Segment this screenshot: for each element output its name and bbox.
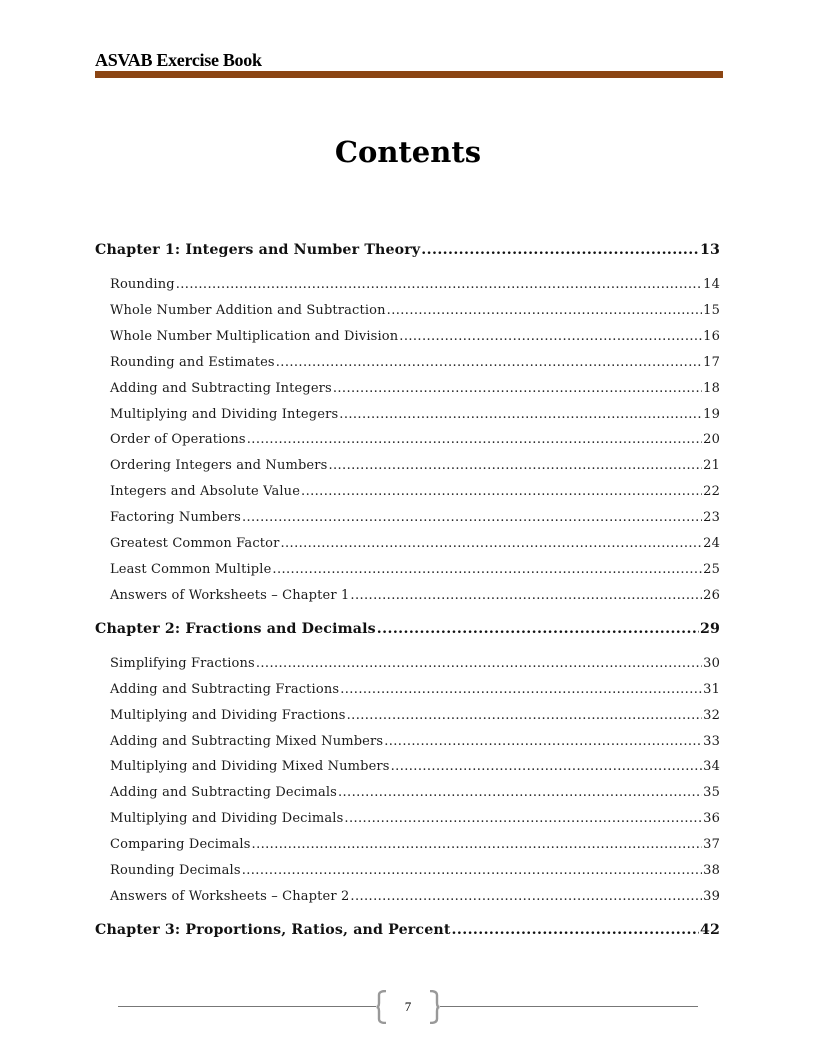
toc-page-number: 30 (703, 655, 720, 671)
toc-entry (95, 734, 720, 749)
toc-page-number: 29 (699, 620, 720, 637)
toc-entry (95, 381, 720, 396)
toc-label: Rounding (110, 277, 175, 292)
toc-page-number: 25 (703, 561, 720, 577)
toc-label: Order of Operations (110, 432, 246, 448)
toc-dot-leader (347, 708, 703, 723)
toc-entry (95, 536, 720, 551)
toc-dot-leader (252, 837, 703, 852)
toc-label: Whole Number Multiplication and Division (110, 328, 399, 344)
toc-label: Multiplying and Dividing Decimals (110, 811, 344, 827)
toc-label: Greatest Common Factor (110, 536, 280, 551)
toc-page-number: 36 (703, 811, 720, 827)
toc-page-number: 24 (703, 536, 720, 551)
toc-dot-leader (338, 785, 702, 800)
toc-entry (95, 656, 720, 671)
toc-label: Rounding and Estimates (110, 354, 275, 370)
toc-page-number: 17 (703, 354, 720, 370)
toc-page-number: 33 (703, 733, 720, 749)
toc-entry (95, 355, 720, 370)
toc-page-number: 21 (703, 458, 720, 474)
toc-page-number: 22 (703, 484, 720, 500)
toc-label: Answers of Worksheets – Chapter 1 (110, 587, 350, 603)
toc-dot-leader (247, 432, 702, 447)
toc-page-number: 15 (703, 302, 720, 318)
toc-label: Whole Number Addition and Subtraction (110, 302, 386, 318)
toc-chapter-heading (95, 922, 720, 938)
toc-dot-leader (387, 303, 702, 318)
toc-page-number: 34 (703, 759, 720, 775)
toc-dot-leader (276, 355, 702, 370)
toc-entry (95, 407, 720, 422)
toc-entry (95, 811, 720, 826)
toc-page-number: 26 (703, 587, 720, 603)
toc-label: Simplifying Fractions (110, 655, 255, 671)
toc-dot-leader (256, 656, 702, 671)
toc-label: Multiplying and Dividing Integers (110, 406, 339, 422)
header-rule (95, 71, 723, 78)
toc-dot-leader (272, 562, 702, 577)
toc-page-number: 13 (699, 242, 720, 258)
toc-dot-leader (280, 536, 702, 551)
toc-label: Least Common Multiple (110, 561, 272, 577)
running-header-title: ASVAB Exercise Book (95, 50, 262, 70)
toc-entry (95, 303, 720, 318)
toc-entry (95, 458, 720, 473)
toc-page-number: 18 (703, 380, 720, 396)
toc-entry (95, 889, 720, 904)
toc-dot-leader (176, 277, 702, 292)
left-brace-icon (376, 990, 388, 1024)
toc-entry (95, 708, 720, 723)
toc-chapter-heading (95, 621, 720, 637)
toc-label: Adding and Subtracting Fractions (110, 681, 340, 697)
toc-dot-leader (340, 682, 702, 697)
toc-entry (95, 863, 720, 878)
toc-label: Multiplying and Dividing Mixed Numbers (110, 759, 390, 775)
footer-rule-left (118, 1006, 376, 1007)
toc-dot-leader (328, 458, 702, 473)
toc-entry (95, 277, 720, 292)
right-brace-icon (428, 990, 440, 1024)
toc-label: Integers and Absolute Value (110, 484, 301, 500)
toc-page-number: 20 (703, 432, 720, 448)
toc-label: Adding and Subtracting Decimals (110, 785, 337, 801)
toc-page-number: 37 (703, 837, 720, 853)
toc-page-number: 14 (703, 277, 720, 292)
toc-label: Rounding Decimals (110, 863, 241, 878)
toc-entry (95, 785, 720, 800)
toc-dot-leader (399, 329, 702, 344)
toc-dot-leader (377, 621, 699, 637)
toc-chapter-heading (95, 242, 720, 258)
toc-dot-leader (452, 922, 699, 938)
toc-dot-leader (350, 588, 702, 603)
toc-label: Chapter 2: Fractions and Decimals (95, 620, 376, 637)
toc-entry (95, 682, 720, 697)
toc-entry (95, 510, 720, 525)
toc-entry (95, 837, 720, 852)
page-title: Contents (334, 135, 482, 169)
toc-dot-leader (301, 484, 702, 499)
toc-page-number: 35 (703, 785, 720, 801)
toc-label: Answers of Worksheets – Chapter 2 (110, 888, 350, 904)
toc-page-number: 19 (703, 406, 720, 422)
toc-label: Chapter 1: Integers and Number Theory (95, 242, 421, 258)
toc-label: Factoring Numbers (110, 510, 241, 526)
toc-dot-leader (350, 889, 702, 904)
toc-entry (95, 588, 720, 603)
toc-page-number: 39 (703, 888, 720, 904)
toc-label: Adding and Subtracting Mixed Numbers (110, 733, 384, 749)
toc-entry (95, 432, 720, 447)
toc-entry (95, 759, 720, 774)
toc-page-number: 23 (703, 510, 720, 526)
toc-page-number: 38 (703, 863, 720, 878)
toc-dot-leader (391, 759, 703, 774)
toc-page-number: 31 (703, 681, 720, 697)
toc-dot-leader (344, 811, 702, 826)
toc-label: Comparing Decimals (110, 837, 251, 853)
toc-entry (95, 562, 720, 577)
toc-entry (95, 484, 720, 499)
footer-rule-right (440, 1006, 698, 1007)
toc-dot-leader (333, 381, 702, 396)
toc-label: Multiplying and Dividing Fractions (110, 707, 346, 723)
toc-dot-leader (339, 407, 702, 422)
toc-entry (95, 329, 720, 344)
toc-dot-leader (242, 863, 702, 878)
page-number: 7 (404, 999, 412, 1014)
toc-dot-leader (384, 734, 702, 749)
toc-dot-leader (421, 242, 699, 258)
toc-page-number: 16 (703, 328, 720, 344)
toc-label: Chapter 3: Proportions, Ratios, and Percent (95, 921, 451, 938)
toc-label: Adding and Subtracting Integers (110, 380, 332, 396)
toc-label: Ordering Integers and Numbers (110, 458, 328, 474)
toc-page-number: 32 (703, 707, 720, 723)
toc-page-number: 42 (699, 921, 720, 938)
toc-dot-leader (242, 510, 702, 525)
